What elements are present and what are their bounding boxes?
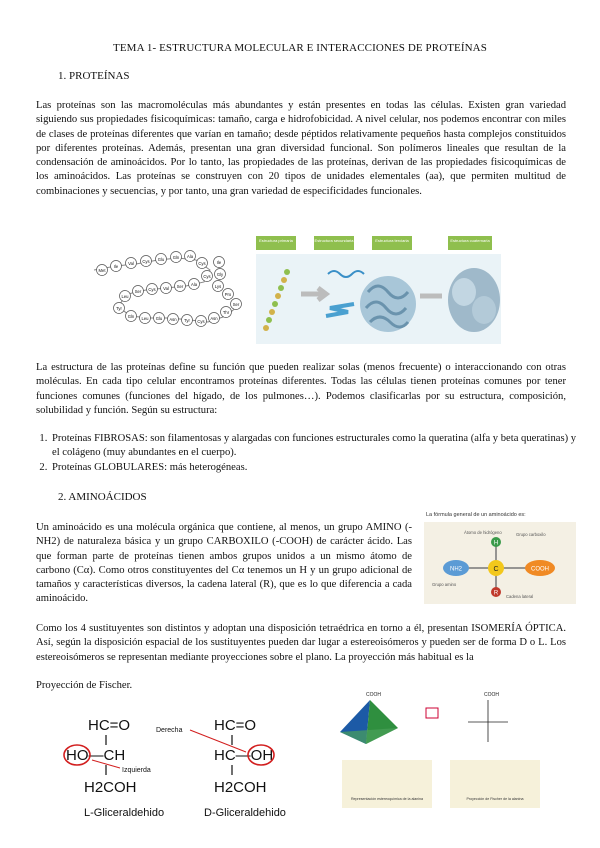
residue-19 (154, 313, 165, 324)
hydrogen-label: H (493, 540, 499, 547)
residue-10 (189, 279, 200, 290)
residue-label: Val (128, 260, 134, 266)
fischer-top-label: COOH (484, 692, 499, 698)
residue-17 (126, 311, 137, 322)
paragraph-isomeria: Como los 4 sustituyentes son distintos y adoptan una disposición tetraédrica en torno a él, presentan ISOMERÍA ÓPTICA. Así, según la disposición espacial de los sustituyentes pueden dar lugar a estereoisómeros y pueden ser de forma D o L. Los estereoisómeros se representan mediante proyecciones sobre el plano. La proyección más habitual es la (36, 623, 566, 663)
stereo-caption: Representación estereoquímica de la alanina (350, 797, 424, 801)
residue-label: Val (163, 285, 169, 291)
residue-label: Leu (141, 315, 149, 321)
residue-label: Ala (190, 281, 198, 287)
residue-label: Asn (210, 315, 218, 321)
alpha-carbon-label: C (493, 566, 499, 573)
residue-13 (147, 284, 158, 295)
l-bottom-label: H2COH (84, 779, 137, 796)
residue-label: Ile (216, 259, 222, 265)
d-glyceraldehyde-name: D-Gliceraldehido (204, 807, 286, 819)
residue-18 (140, 313, 151, 324)
side-chain-label: R (493, 590, 499, 597)
residue-24 (221, 307, 232, 318)
residue-2 (111, 261, 122, 272)
note-amino: Grupo amino (432, 582, 457, 587)
tertiary-structure (360, 276, 416, 332)
residue-label: Glu (157, 256, 165, 262)
residue-6 (171, 252, 182, 263)
note-cadena-lateral: Cadena lateral (506, 594, 534, 599)
residue-3 (126, 258, 137, 269)
section-heading-aminoacidos: 2. AMINOÁCIDOS (58, 491, 147, 503)
residue-label: Tyr (116, 305, 122, 311)
residue-4 (141, 256, 152, 267)
residue-label: Asn (169, 316, 177, 322)
residue-label: Lys (214, 283, 222, 289)
residue-29 (214, 257, 225, 268)
residue-5 (156, 254, 167, 265)
residue-label: Cys (148, 286, 156, 292)
residue-label: Cys (142, 258, 150, 264)
residue-label: Met (98, 267, 106, 273)
paragraph-proteinas-intro: Las proteínas son las macromoléculas más abundantes y están presentes en todas las células. Existen gran variedad siguiendo sus propiedades fisicoquímicas: tamaño, carga e hidrofobicidad. A nivel celular, nos podemos encontrar con miles de clases de proteínas diferentes que varían en tamaño; desde péptidos relativamente pequeños hasta complejos constituidos por diferentes proteínas. Además, presentan una gran diversidad funcional. Son polímeros lineales que resultan de la condensación de aminoácidos. Por lo tanto, las propiedades de las proteínas, derivan de las propiedades fisicoquímicas de los aminoácidos. Las proteínas se construyen con 20 tipos de unidades elementales (aa), que permiten multitud de combinaciones y secuencias, y por tanto, una gran variedad de especificidades funcionales. (36, 100, 566, 197)
residue-label: Gln (172, 254, 180, 260)
mirror-icon (426, 708, 438, 718)
residue-22 (196, 316, 207, 327)
carboxyl-group-label: COOH (531, 566, 549, 573)
residue-20 (168, 314, 179, 325)
l-middle-label: HO—CH (66, 747, 126, 764)
l-glyceraldehyde-name: L-Gliceraldehido (84, 807, 165, 819)
residue-14 (133, 286, 144, 297)
residue-label: Cys (197, 318, 205, 324)
residue-12 (161, 283, 172, 294)
residue-27 (213, 281, 224, 292)
label-derecha: Derecha (156, 727, 183, 734)
residue-9 (202, 271, 213, 282)
section-heading-proteinas: 1. PROTEÍNAS (58, 70, 130, 82)
list-item-fibrosas: 1. Proteínas FIBROSAS: son filamentosas y alargadas con funciones estructurales como la queratina (alfa y beta queratinas) y el colágeno (muy abundantes en el cuerpo). (50, 432, 580, 461)
note-carboxilo: Grupo carboxilo (516, 532, 546, 537)
residue-label: Glu (155, 315, 163, 321)
residue-label: Ser (232, 301, 240, 307)
glyceraldehyde-figure (56, 700, 316, 825)
residue-16 (114, 303, 125, 314)
label-terciaria: Estructura terciaria (375, 238, 409, 243)
residue-11 (175, 281, 186, 292)
residue-25 (231, 299, 242, 310)
residue-label: Thr (222, 309, 230, 315)
residue-8 (197, 258, 208, 269)
paragraph-aminoacido-definicion: Un aminoácido es una molécula orgánica que contiene, al menos, un grupo AMINO (-NH2) de naturaleza básica y un grupo CARBOXILO (-COOH) de carácter ácido. Las que forman parte de proteínas tienen ambos grupos unidos a un mismo átomo de carbono (Cα). Como otros constituyentes del Cα tenemos un H y un grupo adicional de tamaños y características diversos, la cadena lateral (R), que es lo que diferencia a cada aminoácido. (36, 522, 412, 605)
protein-type-list (36, 432, 580, 475)
residue-label: Ala (186, 253, 194, 259)
tetra-top-label: COOH (366, 692, 381, 698)
d-middle-label: HC—OH (214, 747, 274, 764)
d-glyceraldehyde (204, 717, 286, 819)
document-title: TEMA 1- ESTRUCTURA MOLECULAR E INTERACCIONES DE PROTEÍNAS (113, 42, 487, 54)
amino-group-label: NH2 (449, 566, 463, 573)
alanine-stereo-figure (332, 688, 572, 818)
peptide-chain (94, 251, 242, 327)
label-izquierda: Izquierda (122, 767, 151, 774)
l-aldehyde-label: HC=O (88, 717, 131, 734)
residue-label: Gly (216, 271, 224, 277)
label-secundaria: Estructura secundaria (314, 238, 354, 243)
residue-1 (97, 265, 108, 276)
list-item-globulares: 2. Proteínas GLOBULARES: más heterogéneas. (50, 461, 580, 475)
residue-label: Ile (113, 263, 119, 269)
residue-label: Ser (176, 283, 184, 289)
amino-acid-formula-figure (420, 506, 580, 606)
label-primaria: Estructura primaria (259, 238, 293, 243)
paragraph-estructura-funcion: La estructura de las proteínas define su función que pueden realizar solas (menos frecuente) o interaccionando con otras moléculas. En cada tipo celular encontramos proteínas diferentes. Todas las células tienen proteínas comunes por tener funciones comunes (funciones del hígado, de los pulmones…). Podemos clasificarlas por su estructura, composición, solubilidad y función. Según su estructura: (36, 362, 566, 416)
residue-label: Cys (203, 273, 211, 279)
residue-label: Gln (127, 313, 135, 319)
residue-label: Tyr (184, 317, 190, 323)
residue-label: Cys (198, 260, 206, 266)
residue-label: Ser (134, 288, 142, 294)
residue-15 (120, 291, 131, 302)
residue-21 (182, 315, 193, 326)
residue-23 (209, 313, 220, 324)
residue-28 (215, 269, 226, 280)
residue-label: Leu (121, 293, 129, 299)
paragraph-fischer: Proyección de Fischer. (36, 680, 133, 691)
protein-structure-figure (86, 236, 506, 346)
formula-caption: La fórmula general de un aminoácido es: (426, 512, 526, 518)
d-bottom-label: H2COH (214, 779, 267, 796)
residue-7 (185, 251, 196, 262)
residue-label: Pro (224, 291, 232, 297)
d-aldehyde-label: HC=O (214, 717, 257, 734)
note-hidrogeno: Átomo de hidrógeno (464, 530, 502, 535)
residue-26 (223, 289, 234, 300)
fischer-caption: Proyección de Fischer de la alanina (466, 797, 524, 801)
label-cuaternaria: Estructura cuaternaria (450, 238, 490, 243)
quaternary-structure (448, 268, 500, 332)
